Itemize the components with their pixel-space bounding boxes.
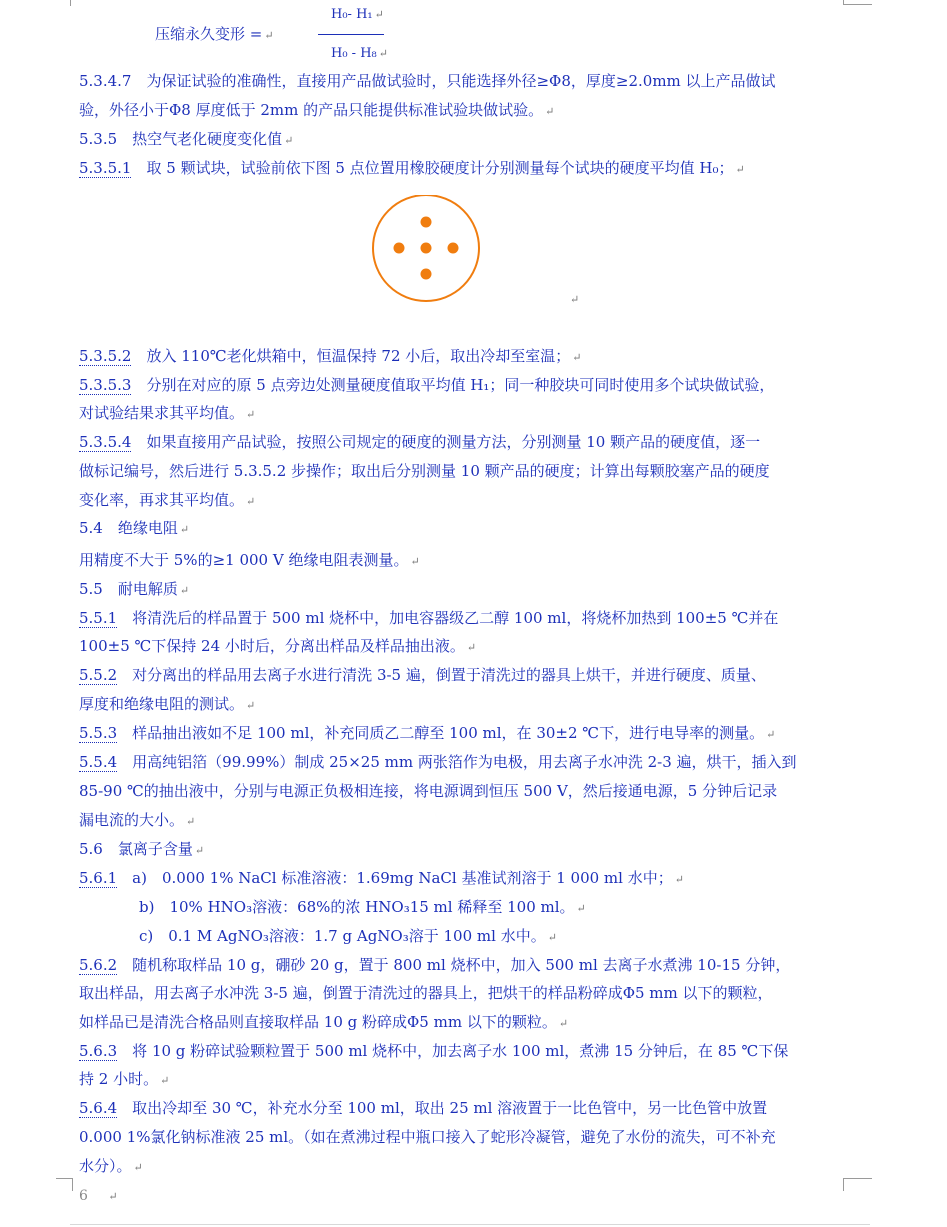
test-point-bottom: [421, 269, 432, 280]
text-line: [79, 432, 869, 452]
line-text: 5.5 耐电解质: [79, 580, 178, 598]
line-text: 如果直接用产品试验，按照公司规定的硬度的测量方法，分别测量 10 颗产品的硬度值，逐一: [131, 433, 761, 451]
paragraph-mark: ↵: [378, 47, 388, 60]
paragraph-mark: ↵: [766, 728, 776, 741]
line-text: 漏电流的大小。: [79, 811, 185, 829]
text-line: [79, 752, 869, 772]
line-text: a) 0.000 1% NaCl 标准溶液：1.69mg NaCl 基准试剂溶于 1 000 ml 水中；: [117, 869, 673, 887]
line-text: 水分）。: [79, 1157, 132, 1175]
clause-number: 5.6.4: [79, 1099, 118, 1117]
text-line: [79, 158, 869, 180]
hardness-test-points-figure: [362, 195, 592, 310]
footer-rule: [70, 1224, 870, 1225]
text-line: [79, 375, 869, 395]
clause-number: 5.5.1: [79, 609, 118, 627]
line-text: 取出冷却至 30 ℃，补充水分至 100 ml，取出 25 ml 溶液置于一比色管中，另一比色管中放置: [117, 1099, 768, 1117]
line-text: 放入 110℃老化烘箱中，恒温保持 72 小后，取出冷却至室温；: [131, 347, 571, 365]
text-line: [79, 897, 869, 919]
formula-denominator: [331, 45, 388, 63]
line-text: 将 10 g 粉碎试验颗粒置于 500 ml 烧杯中，加去离子水 100 ml，煮沸 15 分钟后，在 85 ℃下保: [117, 1042, 789, 1060]
text-line: [79, 550, 869, 572]
text-line: [79, 636, 869, 658]
clause-number: 5.5.4: [79, 753, 118, 771]
paragraph-mark: ↵: [374, 8, 384, 21]
text-line: [79, 781, 869, 801]
page-number: [79, 1188, 118, 1204]
text-line: [79, 1069, 869, 1091]
line-text: 用高纯铝箔（99.99%）制成 25×25 mm 两张箔作为电极，用去离子水冲洗 2-3 遍，烘干，插入到: [117, 753, 797, 771]
line-text: 5.4 绝缘电阻: [79, 519, 178, 537]
line-text: 如样品已是清洗合格品则直接取样品 10 g 粉碎成Φ5 mm 以下的颗粒。: [79, 1013, 557, 1031]
paragraph-mark: ↵: [558, 1017, 569, 1030]
line-text: 做标记编号，然后进行 5.3.5.2 步操作；取出后分别测量 10 颗产品的硬度；计算出每颗胶塞产品的硬度: [79, 462, 770, 480]
text-line: [79, 810, 869, 832]
paragraph-mark: ↵: [179, 584, 190, 597]
test-point-right: [448, 243, 459, 254]
text-line: [79, 490, 869, 512]
text-line: [79, 129, 869, 151]
text-line: [79, 839, 869, 861]
paragraph-mark: ↵: [264, 29, 274, 42]
paragraph-mark: ↵: [179, 523, 190, 536]
line-text: 样品抽出液如不足 100 ml，补充同质乙二醇至 100 ml，在 30±2 ℃下，进行电导率的测量。: [117, 724, 765, 742]
paragraph-mark: ↵: [735, 163, 745, 176]
line-text: 将清洗后的样品置于 500 ml 烧杯中，加电容器级乙二醇 100 ml，将烧杯加热到 100±5 ℃并在: [117, 609, 779, 627]
clause-number: 5.3.5.4: [79, 433, 132, 451]
line-text: b) 10% HNO₃溶液：68%的浓 HNO₃15 ml 稀释至 100 ml。: [79, 898, 575, 916]
clause-number: 5.6.1: [79, 869, 118, 887]
paragraph-mark: ↵: [246, 699, 256, 712]
text-line: [79, 1156, 869, 1178]
text-line: [79, 926, 869, 948]
paragraph-mark: ↵: [572, 351, 582, 364]
line-text: 5.3.4.7 为保证试验的准确性，直接用产品做试验时，只能选择外径≥Φ8，厚度≥2.0mm 以上产品做试: [79, 72, 776, 90]
text-line: [79, 1012, 869, 1034]
formula-label-text: 压缩永久变形 =: [155, 25, 263, 43]
text-line: [79, 1127, 869, 1147]
paragraph-mark: ↵: [194, 844, 205, 857]
line-text: 取 5 颗试块，试验前依下图 5 点位置用橡胶硬度计分别测量每个试块的硬度平均值 H₀；: [131, 159, 734, 177]
formula-numerator-text: H₀- H₁: [331, 7, 373, 22]
clause-number: 5.6.3: [79, 1042, 118, 1060]
crop-mark-bottom-left: [56, 1178, 73, 1191]
line-text: 厚度和绝缘电阻的测试。: [79, 695, 245, 713]
clause-number: 5.6.2: [79, 956, 118, 974]
text-line: [79, 694, 869, 716]
paragraph-mark: ↵: [284, 134, 294, 147]
text-line: [79, 518, 869, 540]
formula-numerator: [331, 6, 384, 24]
line-text: 对分离出的样品用去离子水进行清洗 3-5 遍，倒置于清洗过的器具上烘干，并进行硬度、质量、: [117, 666, 766, 684]
paragraph-mark: ↵: [466, 641, 477, 654]
paragraph-mark: ↵: [674, 873, 684, 886]
text-line: [79, 868, 869, 890]
line-text: 验，外径小于Φ8 厚度低于 2mm 的产品只能提供标准试验块做试验。: [79, 101, 544, 119]
paragraph-mark: ↵: [410, 555, 420, 568]
text-line: [79, 100, 869, 122]
test-point-center: [421, 243, 432, 254]
paragraph-mark: ↵: [160, 1074, 170, 1087]
line-text: 85-90 ℃的抽出液中，分别与电源正负极相连接，将电源调到恒压 500 V，然后接通电源，5 分钟后记录: [79, 782, 778, 800]
crop-mark-top-left: [70, 0, 71, 6]
clause-number: 5.5.3: [79, 724, 118, 742]
line-text: 持 2 小时。: [79, 1070, 159, 1088]
figure-paragraph-mark: ↵: [570, 293, 580, 306]
line-text: c) 0.1 M AgNO₃溶液：1.7 g AgNO₃溶于 100 ml 水中。: [79, 927, 546, 945]
text-line: [79, 723, 869, 745]
clause-number: 5.5.2: [79, 666, 118, 684]
formula-label: [155, 24, 274, 46]
text-line: [79, 1098, 869, 1118]
crop-mark-bottom-right: [843, 1178, 872, 1191]
paragraph-mark: ↵: [246, 495, 256, 508]
paragraph-mark: ↵: [547, 931, 557, 944]
text-line: [79, 461, 869, 481]
fraction-bar: [318, 34, 384, 35]
line-text: 分别在对应的原 5 点旁边处测量硬度值取平均值 H₁；同一种胶块可同时使用多个试块做试验，: [131, 376, 775, 394]
line-text: 取出样品，用去离子水冲洗 3-5 遍，倒置于清洗过的器具上，把烘干的样品粉碎成Φ5 mm 以下的颗粒，: [79, 984, 773, 1002]
test-point-left: [394, 243, 405, 254]
clause-number: 5.3.5.2: [79, 347, 132, 365]
text-line: [79, 665, 869, 685]
paragraph-mark: ↵: [576, 902, 586, 915]
line-text: 0.000 1%氯化钠标准液 25 ml。（如在煮沸过程中瓶口接入了蛇形冷凝管，避免了水份的流失，可不补充: [79, 1128, 776, 1146]
paragraph-mark: ↵: [186, 815, 196, 828]
paragraph-mark: ↵: [108, 1190, 118, 1203]
line-text: 变化率，再求其平均值。: [79, 491, 245, 509]
line-text: 5.3.5 热空气老化硬度变化值: [79, 130, 283, 148]
formula-denominator-text: H₀ - H₈: [331, 46, 377, 61]
line-text: 随机称取样品 10 g，硼砂 20 g，置于 800 ml 烧杯中，加入 500 ml 去离子水煮沸 10-15 分钟，: [117, 956, 791, 974]
line-text: 用精度不大于 5%的≥1 000 V 绝缘电阻表测量。: [79, 551, 409, 569]
clause-number: 5.3.5.1: [79, 159, 132, 177]
paragraph-mark: ↵: [133, 1161, 143, 1174]
text-line: [79, 403, 869, 425]
line-text: 对试验结果求其平均值。: [79, 404, 245, 422]
line-text: 5.6 氯离子含量: [79, 840, 193, 858]
test-point-top: [421, 217, 432, 228]
text-line: [79, 1041, 869, 1061]
clause-number: 5.3.5.3: [79, 376, 132, 394]
crop-mark-top-right: [843, 0, 872, 5]
text-line: [79, 71, 869, 91]
text-line: [79, 955, 869, 975]
page-number-text: 6: [79, 1188, 88, 1204]
text-line: [79, 983, 869, 1003]
text-line: [79, 346, 869, 368]
paragraph-mark: ↵: [545, 105, 555, 118]
line-text: 100±5 ℃下保持 24 小时后，分离出样品及样品抽出液。: [79, 637, 465, 655]
paragraph-mark: ↵: [246, 408, 256, 421]
text-line: [79, 608, 869, 628]
text-line: [79, 579, 869, 601]
